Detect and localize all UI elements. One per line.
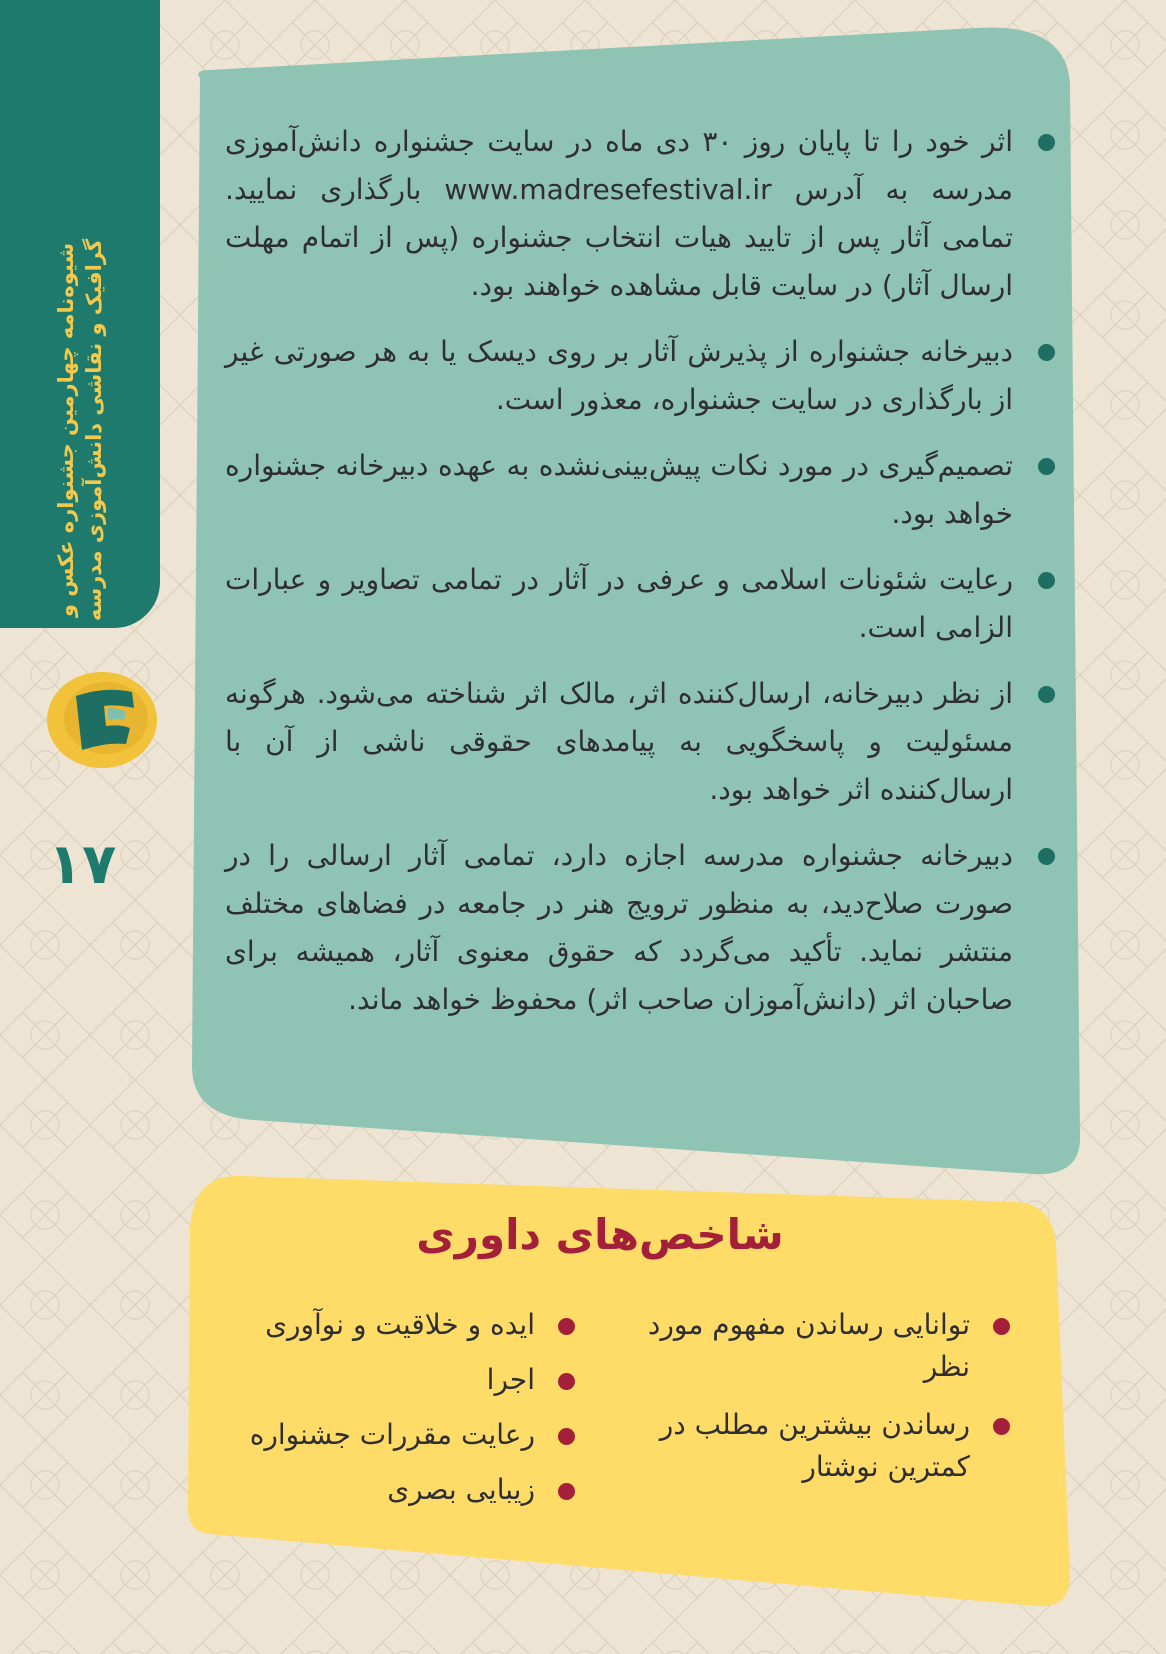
criteria-text: رعایت مقررات جشنواره xyxy=(249,1418,535,1451)
rule-text: از نظر دبیرخانه، ارسال‌کننده اثر، مالک اثر شناخته می‌شود. هرگونه مسئولیت و پاسخگویی به پیامدهای حقوقی ناشی از آن با ارسال‌کننده اثر خواهد بود. xyxy=(225,677,1013,806)
rule-item-5 xyxy=(225,670,1055,814)
criteria-text: توانایی رساندن مفهوم مورد نظر xyxy=(647,1308,970,1383)
bullet-icon xyxy=(1038,458,1055,475)
rule-item-2 xyxy=(225,328,1055,424)
criteria-text: ایده و خلاقیت و نوآوری xyxy=(265,1308,535,1341)
criteria-item xyxy=(230,1304,575,1346)
criteria-list-left xyxy=(230,1304,575,1524)
rule-text: تصمیم‌گیری در مورد نکات پیش‌بینی‌نشده به عهده دبیرخانه جشنواره خواهد بود. xyxy=(225,449,1013,530)
bullet-icon xyxy=(1038,848,1055,865)
criteria-item xyxy=(230,1359,575,1401)
bullet-icon xyxy=(993,1318,1010,1335)
criteria-text: اجرا xyxy=(486,1363,535,1396)
criteria-item xyxy=(230,1469,575,1511)
rule-item-3 xyxy=(225,442,1055,538)
rule-text: دبیرخانه جشنواره مدرسه اجازه دارد، تمامی آثار ارسالی را در صورت صلاح‌دید، به منظور ترویج هنر در جامعه در فضاهای مختلف منتشر نماید. تأکید می‌گردد که حقوق معنوی آثار، همیشه برای صاحبان اثر (دانش‌آموزان صاحب اثر) محفوظ خواهد ماند. xyxy=(225,839,1013,1016)
sidebar-title: شیوه‌نامه چهارمین جشنواره عکس و گرافیک و نقاشی دانش‌آموزی مدرسه xyxy=(54,238,106,622)
bullet-icon xyxy=(558,1483,575,1500)
criteria-item xyxy=(230,1414,575,1456)
rules-list xyxy=(225,118,1055,1042)
criteria-list-right xyxy=(630,1304,1010,1504)
bullet-icon xyxy=(1038,572,1055,589)
rule-item-1 xyxy=(225,118,1055,310)
sidebar-tab xyxy=(0,0,160,628)
criteria-item xyxy=(630,1304,1010,1388)
festival-logo-icon xyxy=(46,668,162,770)
bullet-icon xyxy=(558,1318,575,1335)
criteria-item xyxy=(630,1404,1010,1488)
rule-text: رعایت شئونات اسلامی و عرفی در آثار در تمامی تصاویر و عبارات الزامی است. xyxy=(225,563,1013,644)
criteria-text: زیبایی بصری xyxy=(387,1473,535,1506)
criteria-title: شاخص‌های داوری xyxy=(416,1210,784,1259)
bullet-icon xyxy=(1038,344,1055,361)
bullet-icon xyxy=(558,1373,575,1390)
rule-text: دبیرخانه جشنواره از پذیرش آثار بر روی دیسک یا به هر صورتی غیر از بارگذاری در سایت جشنواره، معذور است. xyxy=(225,335,1013,416)
rule-text: اثر خود را تا پایان روز ۳۰ دی ماه در سایت جشنواره دانش‌آموزی مدرسه به آدرس www.madresefestival.ir بارگذاری نمایید. تمامی آثار پس از تایید هیات انتخاب جشنواره (پس از اتمام مهلت ارسال آثار) در سایت قابل مشاهده خواهند بود. xyxy=(225,125,1013,302)
bullet-icon xyxy=(1038,134,1055,151)
bullet-icon xyxy=(1038,686,1055,703)
bullet-icon xyxy=(558,1428,575,1445)
bullet-icon xyxy=(993,1418,1010,1435)
criteria-text: رساندن بیشترین مطلب در کمترین نوشتار xyxy=(659,1408,970,1483)
page-number: ۱۷ xyxy=(48,832,117,897)
rule-item-4 xyxy=(225,556,1055,652)
rule-item-6 xyxy=(225,832,1055,1024)
